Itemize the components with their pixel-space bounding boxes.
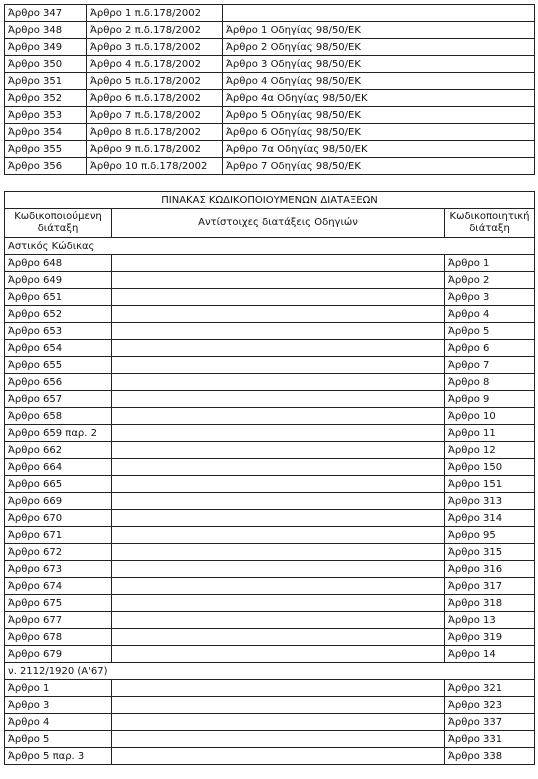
table-cell: Άρθρο 3 Οδηγίας 98/50/ΕΚ [223, 56, 535, 73]
table-cell: Άρθρο 355 [5, 141, 87, 158]
table-cell: Άρθρο 5 [445, 323, 535, 340]
table-row [5, 748, 535, 765]
table-cell [112, 323, 445, 340]
table-cell [112, 680, 445, 697]
table-header-row [5, 209, 535, 238]
table-cell: Άρθρο 6 Οδηγίας 98/50/ΕΚ [223, 124, 535, 141]
table-cell: Άρθρο 674 [5, 578, 112, 595]
table-cell: Άρθρο 665 [5, 476, 112, 493]
table-cell: Άρθρο 151 [445, 476, 535, 493]
table-cell: Άρθρο 348 [5, 22, 87, 39]
table-cell: Άρθρο 2 [445, 272, 535, 289]
table-cell [112, 629, 445, 646]
table-cell: Άρθρο 352 [5, 90, 87, 107]
header-directive-provisions: Αντίστοιχες διατάξεις Οδηγιών [112, 209, 445, 238]
table-cell: Άρθρο 315 [445, 544, 535, 561]
table-cell: Άρθρο 319 [445, 629, 535, 646]
table-row [5, 527, 535, 544]
table-cell [112, 493, 445, 510]
table-row [5, 561, 535, 578]
table-cell: Άρθρο 669 [5, 493, 112, 510]
table-row [5, 731, 535, 748]
table-cell: Άρθρο 655 [5, 357, 112, 374]
table-cell: Άρθρο 8 π.δ.178/2002 [87, 124, 223, 141]
table-cell [112, 442, 445, 459]
table-cell [112, 476, 445, 493]
table-cell [112, 340, 445, 357]
table-cell: Άρθρο 350 [5, 56, 87, 73]
table-row [5, 544, 535, 561]
table-row [5, 357, 535, 374]
codified-provisions-table [4, 191, 535, 765]
table-cell: Άρθρο 5 [5, 731, 112, 748]
table-cell [112, 289, 445, 306]
table-cell [112, 527, 445, 544]
section-label: ν. 2112/1920 (Α'67) [5, 663, 535, 680]
table-cell: Άρθρο 356 [5, 158, 87, 175]
table-row [5, 714, 535, 731]
table-cell: Άρθρο 4 [5, 714, 112, 731]
table-cell: Άρθρο 3 [445, 289, 535, 306]
table-row [5, 141, 535, 158]
table-cell [112, 731, 445, 748]
table-cell: Άρθρο 353 [5, 107, 87, 124]
table-cell: Άρθρο 2 Οδηγίας 98/50/ΕΚ [223, 39, 535, 56]
table-cell [112, 357, 445, 374]
table-cell: Άρθρο 673 [5, 561, 112, 578]
table-cell: Άρθρο 671 [5, 527, 112, 544]
table-row [5, 459, 535, 476]
table-cell: Άρθρο 331 [445, 731, 535, 748]
table-cell: Άρθρο 9 π.δ.178/2002 [87, 141, 223, 158]
table-row [5, 306, 535, 323]
table-cell: Άρθρο 337 [445, 714, 535, 731]
table-row [5, 39, 535, 56]
table-row [5, 493, 535, 510]
table-cell [112, 714, 445, 731]
table-row [5, 340, 535, 357]
table-row [5, 578, 535, 595]
article-mapping-table [4, 4, 535, 175]
table-cell [112, 391, 445, 408]
table-cell: Άρθρο 317 [445, 578, 535, 595]
table-row [5, 73, 535, 90]
table-cell [112, 510, 445, 527]
table-cell [112, 374, 445, 391]
table-cell: Άρθρο 654 [5, 340, 112, 357]
table-cell: Άρθρο 4 π.δ.178/2002 [87, 56, 223, 73]
table-row [5, 425, 535, 442]
table-cell: Άρθρο 7α Οδηγίας 98/50/ΕΚ [223, 141, 535, 158]
table-cell: Άρθρο 1 [445, 255, 535, 272]
table-row [5, 374, 535, 391]
table-cell: Άρθρο 13 [445, 612, 535, 629]
table-cell: Άρθρο 11 [445, 425, 535, 442]
table-cell [112, 459, 445, 476]
table-cell: Άρθρο 659 παρ. 2 [5, 425, 112, 442]
table-row [5, 442, 535, 459]
table-row [5, 680, 535, 697]
table-cell: Άρθρο 5 παρ. 3 [5, 748, 112, 765]
table-cell: Άρθρο 658 [5, 408, 112, 425]
table-cell: Άρθρο 1 Οδηγίας 98/50/ΕΚ [223, 22, 535, 39]
table-row [5, 646, 535, 663]
table-cell: Άρθρο 678 [5, 629, 112, 646]
table-cell [112, 578, 445, 595]
table-row [5, 289, 535, 306]
table-row [5, 476, 535, 493]
table-cell [112, 272, 445, 289]
section-label: Αστικός Κώδικας [5, 238, 535, 255]
table-cell [112, 544, 445, 561]
table-row [5, 90, 535, 107]
table-cell: Άρθρο 653 [5, 323, 112, 340]
table-row [5, 408, 535, 425]
table-cell: Άρθρο 313 [445, 493, 535, 510]
table-cell: Άρθρο 5 π.δ.178/2002 [87, 73, 223, 90]
table-cell: Άρθρο 3 π.δ.178/2002 [87, 39, 223, 56]
table-cell: Άρθρο 9 [445, 391, 535, 408]
table-row [5, 595, 535, 612]
table-cell: Άρθρο 5 Οδηγίας 98/50/ΕΚ [223, 107, 535, 124]
table-row [5, 697, 535, 714]
table-cell: Άρθρο 656 [5, 374, 112, 391]
table-cell: Άρθρο 323 [445, 697, 535, 714]
table-row [5, 255, 535, 272]
table-cell: Άρθρο 318 [445, 595, 535, 612]
table-cell: Άρθρο 6 π.δ.178/2002 [87, 90, 223, 107]
table-cell: Άρθρο 6 [445, 340, 535, 357]
table-cell: Άρθρο 10 π.δ.178/2002 [87, 158, 223, 175]
table-row [5, 510, 535, 527]
table-row [5, 158, 535, 175]
table-cell: Άρθρο 4 Οδηγίας 98/50/ΕΚ [223, 73, 535, 90]
table-cell [112, 425, 445, 442]
table-cell: Άρθρο 648 [5, 255, 112, 272]
table-cell: Άρθρο 349 [5, 39, 87, 56]
table-cell: Άρθρο 675 [5, 595, 112, 612]
table-cell: Άρθρο 8 [445, 374, 535, 391]
section-row [5, 663, 535, 680]
table-cell: Άρθρο 3 [5, 697, 112, 714]
table-title-row [5, 192, 535, 209]
table-cell: Άρθρο 670 [5, 510, 112, 527]
table-cell: Άρθρο 651 [5, 289, 112, 306]
table-cell: Άρθρο 150 [445, 459, 535, 476]
table-row [5, 22, 535, 39]
table-row [5, 629, 535, 646]
table-cell: Άρθρο 316 [445, 561, 535, 578]
table-cell: Άρθρο 672 [5, 544, 112, 561]
table-cell: Άρθρο 10 [445, 408, 535, 425]
table-cell: Άρθρο 677 [5, 612, 112, 629]
table-cell [112, 612, 445, 629]
table-cell: Άρθρο 679 [5, 646, 112, 663]
table-cell: Άρθρο 7 [445, 357, 535, 374]
table-cell: Άρθρο 354 [5, 124, 87, 141]
table-cell: Άρθρο 7 Οδηγίας 98/50/ΕΚ [223, 158, 535, 175]
table-cell: Άρθρο 657 [5, 391, 112, 408]
table-cell: Άρθρο 351 [5, 73, 87, 90]
table-cell: Άρθρο 14 [445, 646, 535, 663]
table-cell: Άρθρο 2 π.δ.178/2002 [87, 22, 223, 39]
table-cell: Άρθρο 4 [445, 306, 535, 323]
table-cell [112, 306, 445, 323]
table-cell [112, 595, 445, 612]
table-cell: Άρθρο 4α Οδηγίας 98/50/ΕΚ [223, 90, 535, 107]
table-row [5, 124, 535, 141]
table-cell: Άρθρο 649 [5, 272, 112, 289]
table-cell [112, 697, 445, 714]
table-cell: Άρθρο 662 [5, 442, 112, 459]
table-cell: Άρθρο 314 [445, 510, 535, 527]
table-cell [112, 646, 445, 663]
table-cell [112, 255, 445, 272]
table-row [5, 56, 535, 73]
section-row [5, 238, 535, 255]
table-cell: Άρθρο 321 [445, 680, 535, 697]
table-cell: Άρθρο 664 [5, 459, 112, 476]
table-cell: Άρθρο 1 [5, 680, 112, 697]
table-cell [112, 561, 445, 578]
table-row [5, 272, 535, 289]
table-cell [112, 408, 445, 425]
table-cell [112, 748, 445, 765]
table-row [5, 391, 535, 408]
table-cell: Άρθρο 338 [445, 748, 535, 765]
table-cell: Άρθρο 12 [445, 442, 535, 459]
table-row [5, 5, 535, 22]
table-cell [223, 5, 535, 22]
table-row [5, 612, 535, 629]
table-cell: Άρθρο 347 [5, 5, 87, 22]
table-cell: Άρθρο 7 π.δ.178/2002 [87, 107, 223, 124]
table-cell: Άρθρο 652 [5, 306, 112, 323]
header-codified-provision: Κωδικοποιούμενη διάταξη [5, 209, 112, 238]
table-row [5, 107, 535, 124]
table-row [5, 323, 535, 340]
table-cell: Άρθρο 95 [445, 527, 535, 544]
header-codifying-provision: Κωδικοποιητική διάταξη [445, 209, 535, 238]
table-cell: Άρθρο 1 π.δ.178/2002 [87, 5, 223, 22]
table-title: ΠΙΝΑΚΑΣ ΚΩΔΙΚΟΠΟΙΟΥΜΕΝΩΝ ΔΙΑΤΑΞΕΩΝ [5, 192, 535, 209]
